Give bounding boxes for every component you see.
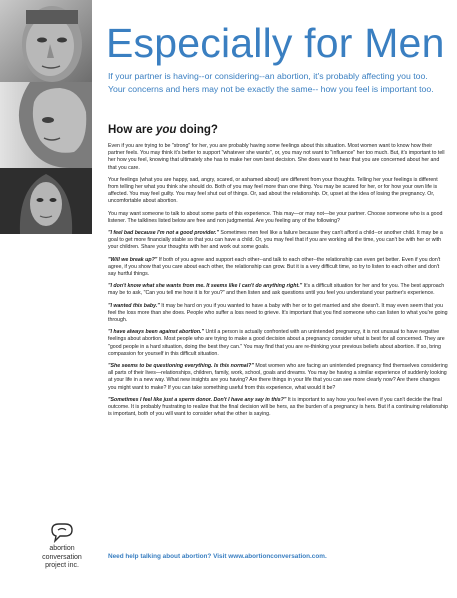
paragraph: "Sometimes I feel like just a sperm donor. Don't I have any say in this?" It is important to say how you feel even if you can't decide the final outcome. It is probably frustrating to realize that the final decision will be hers, as the burden of a pregnancy is hers. But if a continuing relationship is important, both of you will want to consider what the other is saying. — [108, 396, 448, 418]
paragraph: Even if you are trying to be "strong" for her, you are probably having some feelings about this situation. Most women want to know how their partner feels. You may think it's better to support "whatever she wants", or, you may not want to "influence" her too much. But, it's important to tell her how you feel, knowing that ultimately she has to make her own best decision. She does want to hear that you are concerned about her and that you care. — [108, 143, 445, 171]
paragraph: "Will we break up?" If both of you agree and support each other--and talk to each other--the relationship can even get better. Even if you don't agree, if you show that you care about each other, the relationship can grow. But it is a very difficult time, so try to listen to each other and don't say hurtful things. — [108, 256, 441, 278]
logo-line-3: project inc. — [45, 562, 79, 569]
section-heading — [108, 124, 218, 136]
paragraph: Your feelings (what you are happy, sad, angry, scared, or ashamed about) are different from your thoughts. Telling her your feelings is different from telling her what you think she should do. Both of you may feel more than one thing. You may be scared for her, or for how your own life is affected. You may feel guilty. You may feel shut out of things. Or, sad about the relationship. Or, upset at the idea of losing the pregnancy. Or, uncomfortable about abortion. — [108, 176, 438, 205]
paragraph: "I wanted this baby." It may be hard on you if you wanted to have a baby with her or to get married and she doesn't. It may even seem that you feel the loss more than she does. People who suffer a loss need to grieve. It's important that you find someone who can listen to what you're going through. — [108, 302, 448, 324]
paragraph: "She seems to be questioning everything. Is this normal?" Most women who are facing an unintended pregnancy find themselves considering all parts of their lives—relationships, children, family, work, school, goals and dreams. You may be having a similar experience of suddenly looking at your life in a new way. What new insights are you having? Are there things in your life that you can see more clearly now? Are there changes you might want to make? If you can take something useful from this experience, what would it be? — [108, 363, 448, 391]
photo-man-face — [0, 0, 92, 82]
photo-strip — [0, 0, 92, 234]
photo-woman — [0, 168, 92, 234]
logo-line-2: conversation — [42, 553, 82, 561]
photo-man-profile — [0, 82, 92, 168]
paragraph: You may want someone to talk to about some parts of this experience. This may—or may not—be your partner. Choose someone who is a good listener. The talklines listed below are free and non judgmental. Are you feeling any of the following? — [108, 210, 443, 224]
footer-help-text: Need help talking about abortion? Visit www.abortionconversation.com. — [108, 553, 327, 560]
article-body — [108, 143, 448, 424]
section-heading-prefix: How are — [108, 124, 156, 136]
section-heading-em: you — [155, 124, 177, 136]
paragraph: "I have always been against abortion." Until a person is actually confronted with an unintended pregnancy, it is not unusual to have negative feelings about abortion. Most people who are trying to make a good decision about a pregnancy consider what is best for all concerned. They are "good people in a hard situation, doing the best they can." You may find that you are re-thinking your previous beliefs about abortion. If so, bring compassion for yourself in this difficult situation. — [108, 329, 445, 357]
paragraph: "I don't know what she wants from me. It seems like I can't do anything right." It's a difficult situation for her and for you. The best approach may be to ask, "Can you tell me how it is for you?" and then listen and ask questions until you feel you understand your partner's experience. — [108, 283, 445, 297]
paragraph: "I feel bad because I'm not a good provider." Sometimes men feel like a failure because they can't afford a child--or another child. It may be a goal to get more financially stable so that you can have a child. Or, you may feel that if you are working all the time, you can't be with her or with your children. Share your thoughts with her and work out some goals. — [108, 230, 443, 251]
conversation-logo-mark — [49, 522, 75, 544]
intro-text: If your partner is having--or considering--an abortion, it's probably affecting you too. Your concerns and hers may not be exactly the same-- how you feel is important too. — [108, 71, 434, 95]
logo-line-1: abortion — [49, 545, 75, 552]
organization-logo — [20, 522, 104, 571]
page-title: Especially for Men — [106, 20, 445, 66]
section-heading-suffix: doing? — [176, 124, 218, 136]
